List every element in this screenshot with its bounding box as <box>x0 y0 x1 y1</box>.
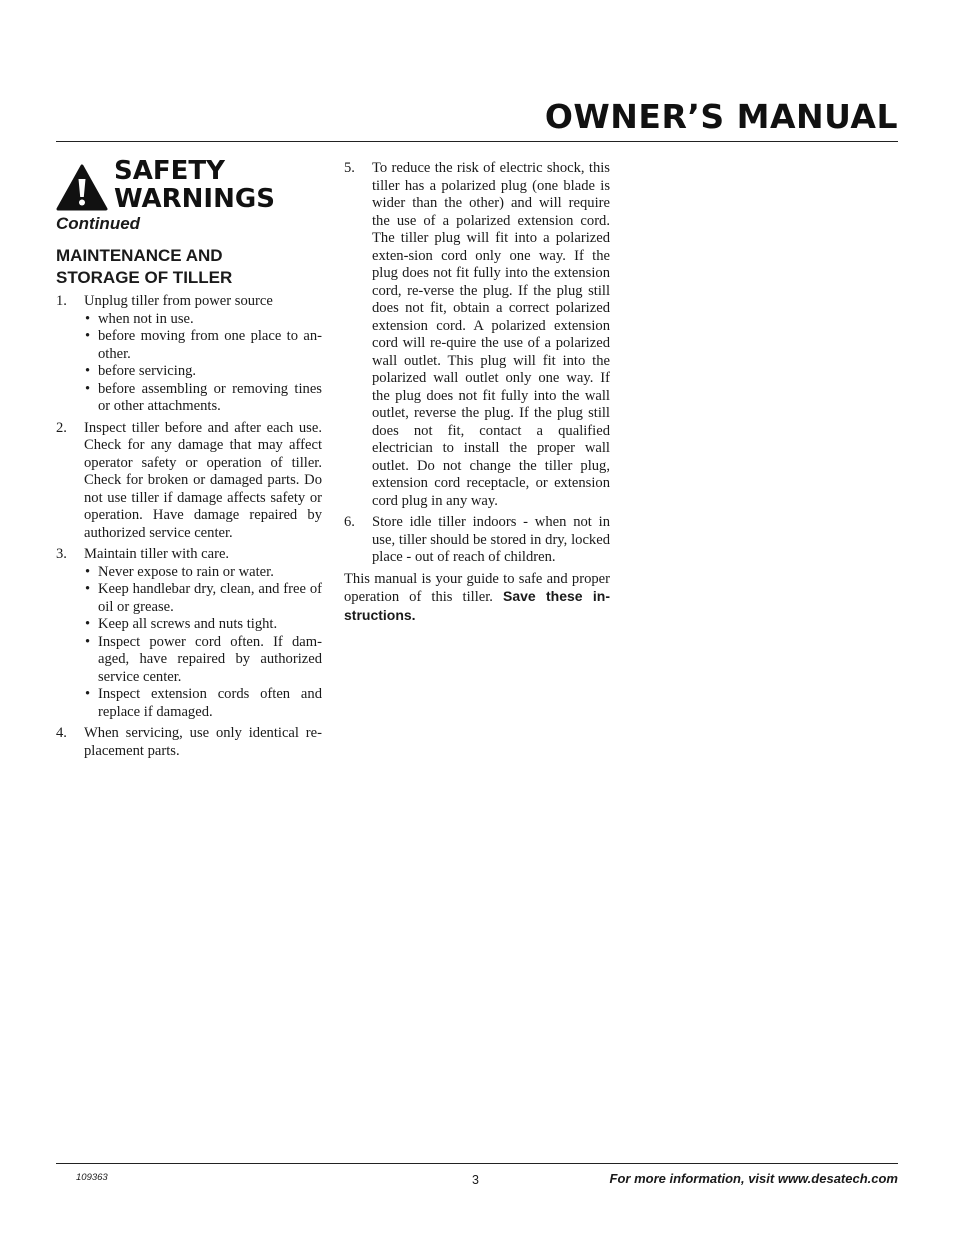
item-text: Unplug tiller from power source <box>84 293 273 309</box>
website-link-text[interactable]: For more information, visit www.desatech.com <box>609 1171 898 1186</box>
item-number: 5. <box>344 160 355 176</box>
item-number: 1. <box>56 293 67 309</box>
bullet-list <box>84 311 322 416</box>
item-number: 6. <box>344 514 355 530</box>
footer-divider <box>56 1163 898 1164</box>
item-number: 2. <box>56 419 67 436</box>
closing-bold-text: Save these in-structions. <box>344 588 610 623</box>
continued-label: Continued <box>56 214 141 233</box>
document-number: 109363 <box>76 1172 108 1183</box>
section-heading-line1: MAINTENANCE AND <box>56 246 223 265</box>
safety-title-line2: WARNINGS <box>114 184 275 214</box>
bullet-item: • Never expose to rain or water. <box>84 564 322 582</box>
safety-warnings-heading <box>114 157 275 213</box>
item-number: 3. <box>56 546 67 562</box>
list-item <box>56 293 322 416</box>
list-item <box>56 725 322 760</box>
list-item <box>56 420 322 543</box>
header-divider <box>56 141 898 142</box>
bullet-item: • before assembling or removing tines or other attachments. <box>84 381 322 416</box>
section-heading-line2: STORAGE OF TILLER <box>56 268 233 287</box>
item-text: Maintain tiller with care. <box>84 546 230 562</box>
safety-title-line1: SAFETY <box>114 156 225 186</box>
list-item <box>344 514 610 567</box>
bullet-item: • when not in use. <box>84 311 322 329</box>
bullet-item: • Keep all screws and nuts tight. <box>84 616 322 634</box>
right-column <box>344 160 610 625</box>
closing-paragraph <box>344 571 610 626</box>
bullet-item: • before moving from one place to an-other. <box>84 328 322 363</box>
bullet-item: • Inspect extension cords often and replace if damaged. <box>84 686 322 721</box>
page-number: 3 <box>472 1173 479 1187</box>
item-text: To reduce the risk of electric shock, this tiller has a polarized plug (one blade is wider than the other) and will require the use of a polarized extension cord. The tiller plug will fit into a polarized exten-sion cord only one way. If the plug does not fit fully into the extension cord, re-verse the plug. If the plug still does not fit, obtain a correct polarized extension cord. A polarized extension cord will re-quire the use of a polarized wall outlet. This plug will fit into the polarized wall outlet only one way. If the plug does not fit fully into the wall outlet, reverse the plug. If the plug still does not fit, contact a qualified electrician to install the proper wall outlet. Do not change the tiller plug, extension cord receptacle, or extension cord plug in any way. <box>372 160 610 509</box>
item-text: Inspect tiller before and after each use. Check for any damage that may affect operator safety or operation of tiller. Check for broken or damaged parts. Do not use tiller if damage affects safety or operation. Have damage repaired by authorized service center. <box>84 419 322 541</box>
item-text: Store idle tiller indoors - when not in use, tiller should be stored in dry, locked place - out of reach of children. <box>372 514 610 565</box>
item-text: When servicing, use only identical re-placement parts. <box>84 725 322 759</box>
bullet-item: • before servicing. <box>84 363 322 381</box>
list-item <box>56 546 322 721</box>
bullet-item: • Keep handlebar dry, clean, and free of oil or grease. <box>84 581 322 616</box>
left-column <box>56 293 322 764</box>
page-title: OWNER’S MANUAL <box>544 97 898 136</box>
closing-text: This manual is your guide to safe and proper operation of this tiller. <box>344 570 610 605</box>
item-number: 4. <box>56 725 67 741</box>
list-item <box>344 160 610 510</box>
bullet-list <box>84 564 322 722</box>
bullet-item: • Inspect power cord often. If dam-aged, have repaired by authorized service center. <box>84 634 322 687</box>
warning-triangle-icon <box>56 164 108 212</box>
section-heading <box>56 245 316 289</box>
